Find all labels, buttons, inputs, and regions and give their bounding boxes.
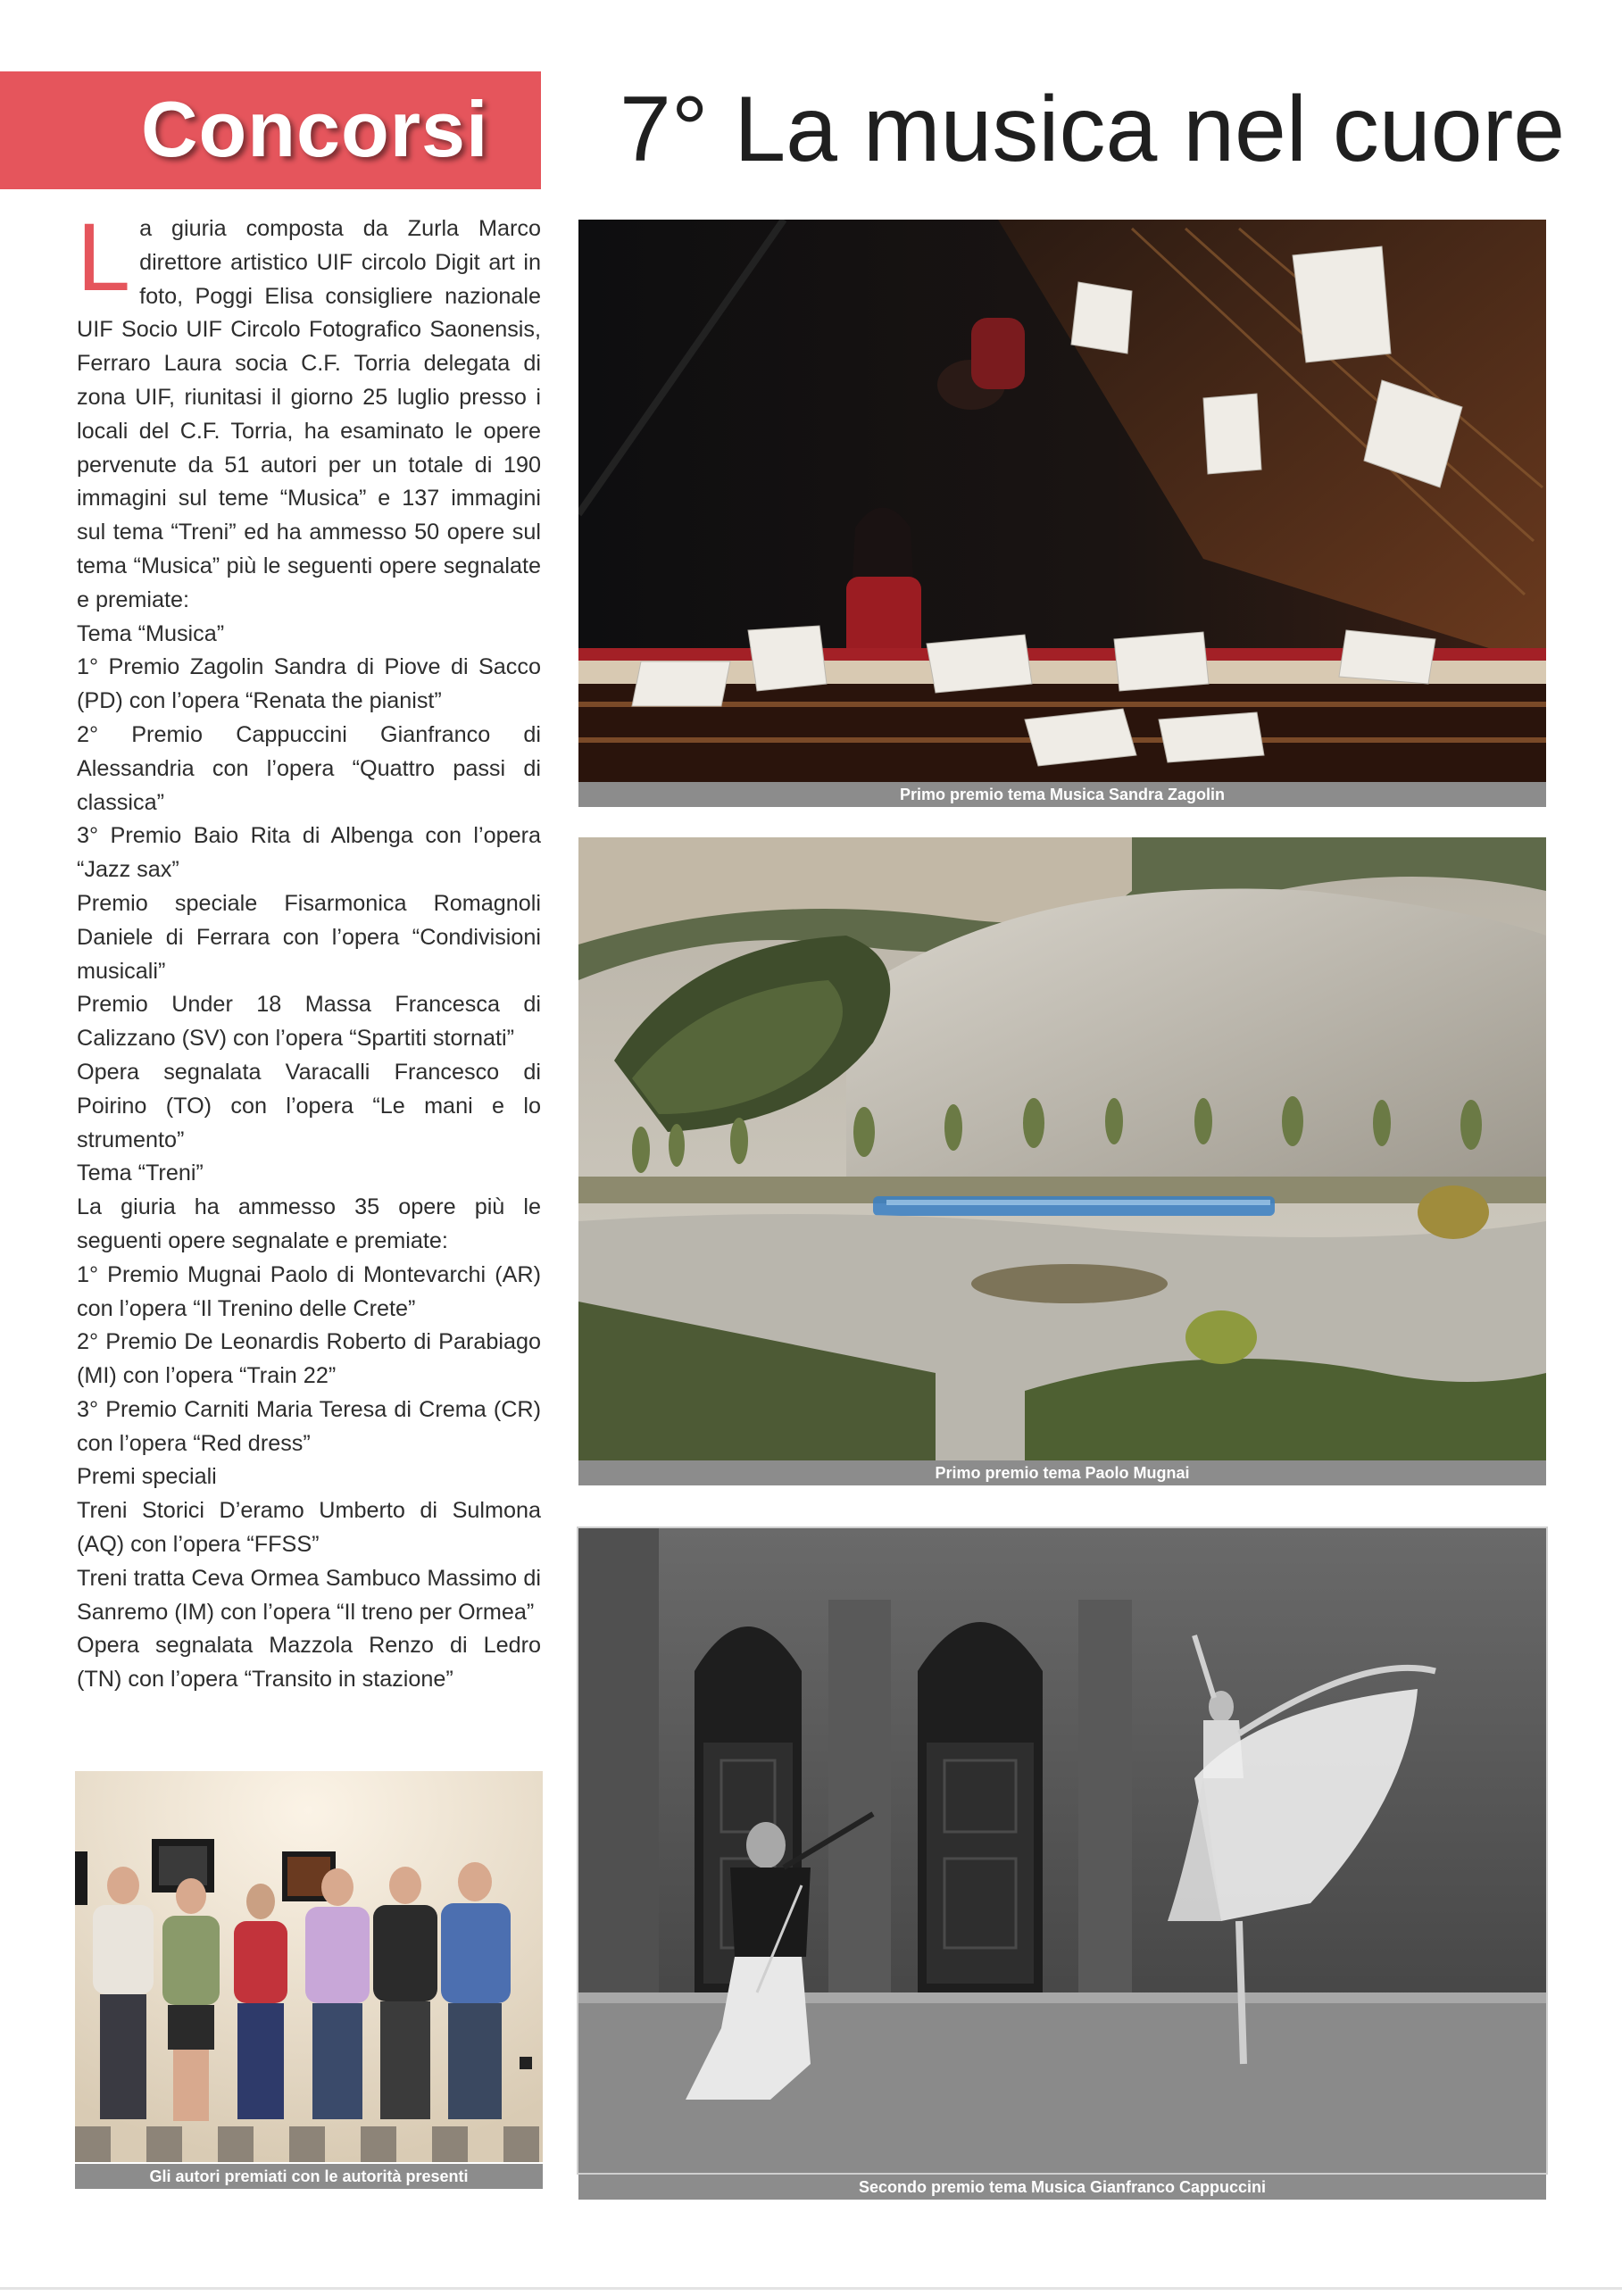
piano-photo <box>578 220 1546 782</box>
ballet-photo-image <box>578 1528 1546 2173</box>
article-paragraph: Treni Storici D’eramo Umberto di Sulmona (AQ) con l’opera “FFSS” <box>77 1498 541 1558</box>
article-paragraph: Treni tratta Ceva Ormea Sambuco Massimo di Sanremo (IM) con l’opera “Il treno per Ormea” <box>77 1565 541 1625</box>
article-paragraph: Premi speciali <box>77 1464 217 1490</box>
article-intro <box>77 203 541 618</box>
ballet-photo <box>578 1528 1546 2173</box>
footer-divider <box>0 2287 1622 2290</box>
article-paragraph: Tema “Musica” <box>77 620 225 646</box>
group-photo <box>75 1771 543 2162</box>
article-paragraph: La giuria ha ammesso 35 opere più le seguenti opere segnalate e premiate: <box>77 1194 541 1253</box>
article-body <box>77 203 541 1697</box>
train-photo <box>578 837 1546 1460</box>
group-caption: Gli autori premiati con le autorità presenti <box>75 2164 543 2189</box>
article-paragraph: Opera segnalata Varacalli Francesco di Poirino (TO) con l’opera “Le mani e lo strumento” <box>77 1059 541 1152</box>
piano-caption: Primo premio tema Musica Sandra Zagolin <box>578 782 1546 807</box>
article-paragraph: Opera segnalata Mazzola Renzo di Ledro (TN) con l’opera “Transito in stazione” <box>77 1633 541 1693</box>
article-paragraph: 3° Premio Baio Rita di Albenga con l’opera “Jazz sax” <box>77 823 541 883</box>
intro-text: a giuria composta da Zurla Marco direttore artistico UIF circolo Digit art in foto, Poggi Elisa consigliere nazionale UIF Socio UIF Circolo Fotografico Saonensis, Ferraro Laura socia C.F. Torria delegata di zona UIF, riunitasi il giorno 25 luglio presso i locali del C.F. Torria, ha esaminato le opere pervenute da 51 autori per un totale di 190 immagini sul teme “Musica” e 137 immagini sul tema “Treni” ed ha ammesso 50 opere sul tema “Musica” più le seguenti opere segnalate e premiate: <box>77 216 541 612</box>
article-paragraph: 1° Premio Zagolin Sandra di Piove di Sacco (PD) con l’opera “Renata the pianist” <box>77 654 541 714</box>
page-title: 7° La musica nel cuore <box>620 78 1566 181</box>
piano-photo-image <box>578 220 1546 782</box>
train-photo-image <box>578 837 1546 1460</box>
article-paragraph: Premio Under 18 Massa Francesca di Calizzano (SV) con l’opera “Spartiti stornati” <box>77 992 541 1052</box>
article-paragraph: Premio speciale Fisarmonica Romagnoli Daniele di Ferrara con l’opera “Condivisioni musicali” <box>77 890 541 984</box>
section-banner <box>0 71 541 189</box>
drop-cap: L <box>77 203 131 311</box>
train-caption: Primo premio tema Paolo Mugnai <box>578 1460 1546 1485</box>
article-paragraph: Tema “Treni” <box>77 1160 204 1186</box>
article-paragraph: 1° Premio Mugnai Paolo di Montevarchi (AR) con l’opera “Il Trenino delle Crete” <box>77 1261 541 1321</box>
ballet-caption: Secondo premio tema Musica Gianfranco Cappuccini <box>578 2175 1546 2200</box>
article-paragraph: 3° Premio Carniti Maria Teresa di Crema (CR) con l’opera “Red dress” <box>77 1396 541 1456</box>
article-paragraph: 2° Premio Cappuccini Gianfranco di Alessandria con l’opera “Quattro passi di classica” <box>77 721 541 815</box>
section-label: Concorsi <box>141 85 489 173</box>
article-paragraph: 2° Premio De Leonardis Roberto di Parabiago (MI) con l’opera “Train 22” <box>77 1329 541 1389</box>
group-photo-image <box>75 1771 543 2162</box>
